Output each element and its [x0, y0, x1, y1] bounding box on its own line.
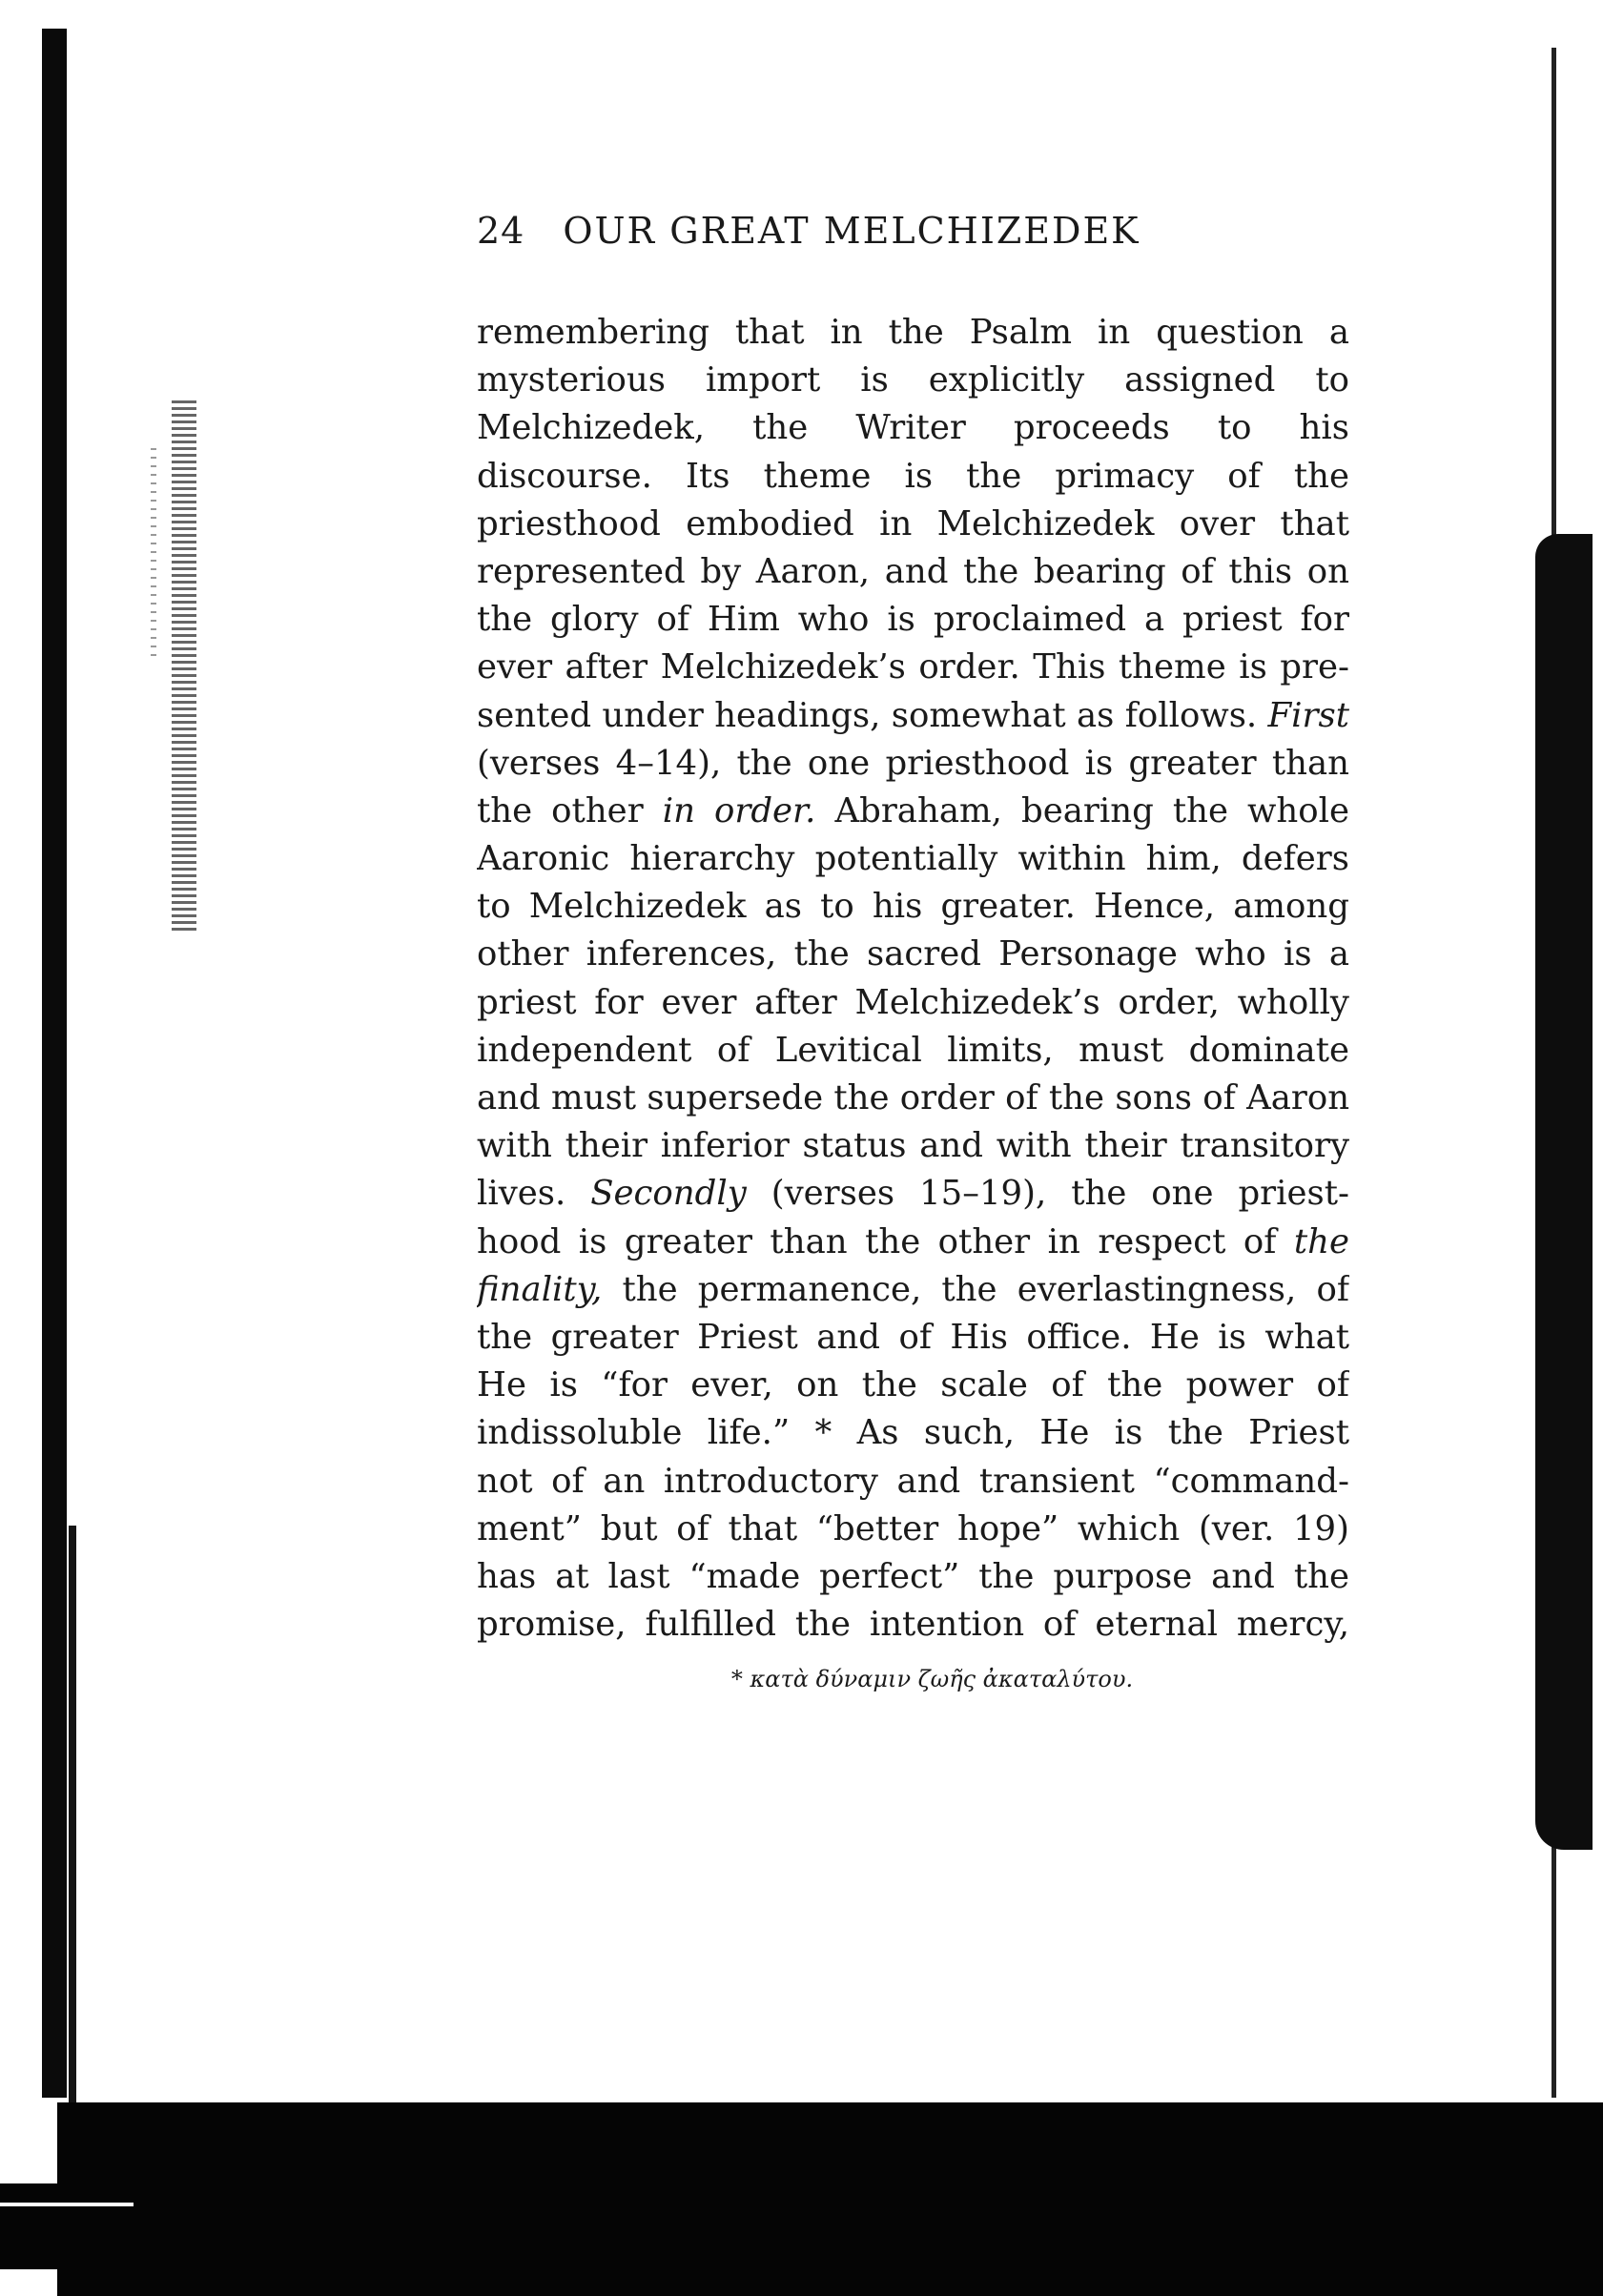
footnote: * κατὰ δύναμιν ζωῆς ἀκαταλύτου. — [730, 1666, 1134, 1693]
text-line — [477, 1458, 1349, 1506]
text-line — [477, 357, 1349, 404]
text-line — [477, 835, 1349, 883]
text-run: represented by Aaron, and the bearing of this on — [477, 551, 1349, 591]
text-run: priest for ever after Melchizedek’s order, wholly — [477, 982, 1349, 1022]
text-line — [477, 1553, 1349, 1601]
text-line — [477, 883, 1349, 931]
italic-text: in order. — [662, 790, 816, 830]
scan-border-bottom-line — [0, 2203, 134, 2206]
scan-border-right-shadow — [1535, 534, 1593, 1850]
scan-border-bottom-tab — [0, 2183, 114, 2269]
text-run: Melchizedek, the Writer proceeds to his — [477, 408, 1349, 448]
scan-border-left — [42, 29, 67, 2098]
text-run: with their inferior status and with their transitory — [477, 1126, 1349, 1166]
text-run: indissoluble life.” * As such, He is the Priest — [477, 1413, 1349, 1453]
text-line — [477, 740, 1349, 788]
scan-gutter-shadow-thin — [151, 448, 156, 658]
italic-text: First — [1267, 695, 1349, 735]
text-line — [477, 1170, 1349, 1218]
text-line — [477, 1219, 1349, 1266]
text-line — [477, 1266, 1349, 1314]
text-line — [477, 1027, 1349, 1075]
text-line — [477, 788, 1349, 835]
text-run: (verses 15–19), the one priest- — [746, 1174, 1349, 1214]
book-page — [477, 210, 1349, 1692]
text-line — [477, 1409, 1349, 1457]
text-run: the glory of Him who is proclaimed a priest for — [477, 600, 1349, 640]
text-run: promise, fulfilled the intention of eternal mercy, — [477, 1605, 1349, 1645]
scan-border-left-inner — [69, 1526, 76, 2117]
text-line — [477, 1122, 1349, 1170]
text-run: sented under headings, somewhat as follows. — [477, 695, 1268, 735]
text-run: the permanence, the everlastingness, of — [602, 1269, 1349, 1309]
running-title: OUR GREAT MELCHIZEDEK — [563, 210, 1141, 252]
text-run: ment” but of that “better hope” which (ver. 19) — [477, 1508, 1349, 1548]
text-line — [477, 1362, 1349, 1409]
text-run: lives. — [477, 1174, 591, 1214]
text-run: the other — [477, 790, 663, 830]
running-head — [477, 210, 1349, 271]
text-line — [477, 692, 1349, 740]
text-run: Aaronic hierarchy potentially within him, defers — [477, 839, 1349, 879]
text-run: to Melchizedek as to his greater. Hence, among — [477, 887, 1349, 927]
text-run: has at last “made perfect” the purpose and the — [477, 1556, 1349, 1596]
text-line — [477, 404, 1349, 452]
text-line — [477, 309, 1349, 357]
text-run: and must supersede the order of the sons of Aaron — [477, 1078, 1349, 1117]
italic-text: Secondly — [590, 1174, 747, 1214]
text-run: other inferences, the sacred Personage who is a — [477, 934, 1349, 974]
text-line — [477, 1506, 1349, 1553]
text-run: Abraham, bearing the whole — [815, 790, 1349, 830]
body-text — [477, 309, 1349, 1649]
text-run: (verses 4–14), the one priesthood is greater than — [477, 743, 1349, 783]
text-line — [477, 979, 1349, 1027]
text-line — [477, 644, 1349, 691]
text-line — [477, 1601, 1349, 1649]
text-line — [477, 596, 1349, 644]
text-run: discourse. Its theme is the primacy of the — [477, 456, 1349, 496]
text-run: He is “for ever, on the scale of the power of — [477, 1365, 1349, 1405]
text-run: mysterious import is explicitly assigned to — [477, 360, 1349, 400]
text-run: not of an introductory and transient “command- — [477, 1461, 1349, 1501]
text-line — [477, 1314, 1349, 1362]
text-run: hood is greater than the other in respect of — [477, 1221, 1294, 1261]
text-line — [477, 453, 1349, 501]
italic-text: the — [1293, 1221, 1349, 1261]
text-run: the greater Priest and of His office. He is what — [477, 1317, 1349, 1357]
text-run: remembering that in the Psalm in question a — [477, 313, 1349, 352]
text-line — [477, 501, 1349, 548]
text-run: ever after Melchizedek’s order. This theme is pre- — [477, 647, 1349, 687]
text-run: priesthood embodied in Melchizedek over that — [477, 503, 1349, 543]
page-number: 24 — [477, 210, 525, 252]
text-run: independent of Levitical limits, must dominate — [477, 1030, 1349, 1070]
text-line — [477, 1075, 1349, 1122]
italic-text: finality, — [477, 1269, 603, 1309]
scan-gutter-shadow — [172, 400, 196, 934]
text-line — [477, 931, 1349, 978]
text-line — [477, 548, 1349, 596]
scan-border-bottom — [57, 2102, 1603, 2296]
